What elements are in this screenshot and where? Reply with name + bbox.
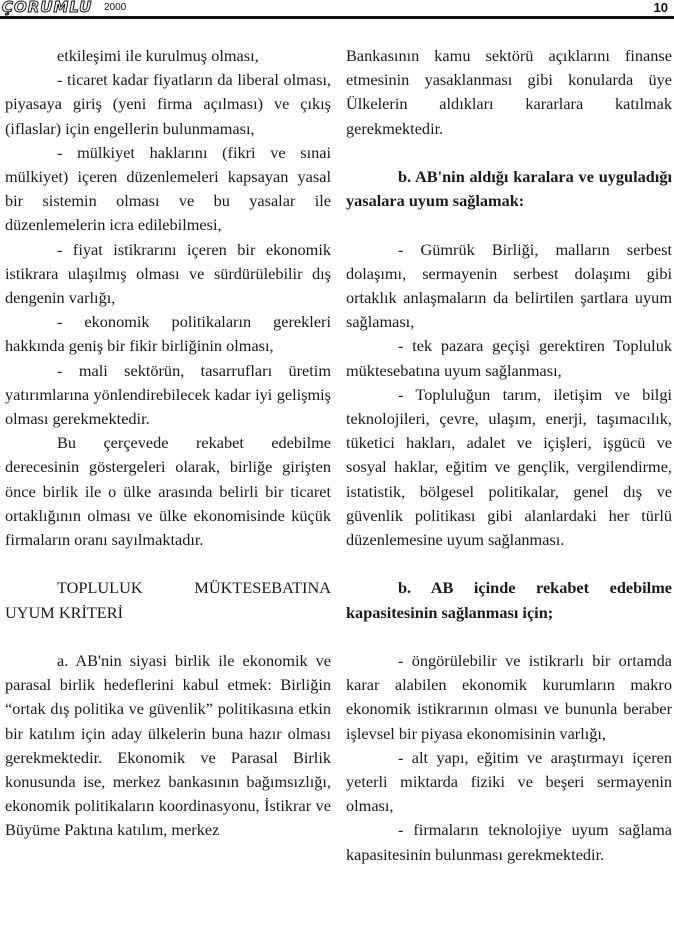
bullet-item: - ekonomik politikaların gerekleri hakkında geniş bir fikir birliğinin olması, xyxy=(5,312,331,356)
right-column xyxy=(346,44,672,867)
subsection-heading: b. AB içinde rekabet edebilme kapasitesinin sağlanması için; xyxy=(346,578,672,622)
page-header xyxy=(0,0,674,18)
bullet-item: - firmaların teknolojiye uyum sağlama kapasitesinin bulunması gerekmektedir. xyxy=(346,820,672,864)
paragraph: etkileşimi ile kurulmuş olması, xyxy=(57,46,259,65)
bullet-item: - mülkiyet haklarını (fikri ve sınai mülkiyet) içeren düzenlemeleri kapsayan yasal bir sistemin olması ve bu yasalar ile düzenlemelerin icra edilebilmesi, xyxy=(5,142,331,235)
bullet-item: - Topluluğun tarım, iletişim ve bilgi teknolojileri, çevre, ulaşım, enerji, taşımacılık, tüketici hakları, adalet ve içişleri, işgücü ve sosyal haklar, eğitim ve gençlik, vergilendirme, istatistik, bölgesel politikalar, genel dış ve güvenlik politikası gibi alanlardaki her türlü düzenlemesine uyum sağlanması. xyxy=(346,384,672,550)
publication-year: 2000 xyxy=(104,2,127,13)
bullet-item: - alt yapı, eğitim ve araştırmayı içeren yeterli miktarda fiziki ve beşeri sermayenin olması, xyxy=(346,747,672,816)
bullet-item: - öngörülebilir ve istikrarlı bir ortamda karar alabilen ekonomik kurumların makro ekonomik istikrarının olması ve bununla beraber işlevsel bir piyasa ekonomisinin varlığı, xyxy=(346,651,672,743)
paragraph: Bankasının kamu sektörü açıklarını finanse etmesinin yasaklanması gibi konularda üye Ülkelerin aldıkları kararlara katılmak gerekmektedir. xyxy=(346,46,672,138)
bullet-item: - Gümrük Birliği, malların serbest dolaşımı, sermayenin serbest dolaşımı gibi ortaklık anlaşmaların da belirtilen şartlara uyum sağlaması, xyxy=(346,239,672,332)
paragraph: a. AB'nin siyasi birlik ile ekonomik ve parasal birlik hedeflerini kabul etmek: Birliğin “ortak dış politika ve güvenlik” politikasına etkin bir katılım için aday ülkelerin buna hazır olması gerekmektedir. Ekonomik ve Parasal Birlik konusunda ise, merkez bankasının bağımsızlığı, ekonomik politikaların koordinasyonu, İstikrar ve Büyüme Paktına katılım, merkez xyxy=(5,651,331,840)
bullet-item: - mali sektörün, tasarrufları üretim yatırımlarına yönlendirebilecek kadar iyi gelişmiş olması gerekmektedir. xyxy=(5,360,331,429)
subsection-heading: b. AB'nin aldığı karalara ve uyguladığı yasalara uyum sağlamak: xyxy=(346,167,672,211)
bullet-item: - tek pazara geçişi gerektiren Topluluk müktesebatına uyum sağlanması, xyxy=(346,336,672,380)
publication-logo: ÇORUMLU xyxy=(2,0,93,16)
bullet-item: - ticaret kadar fiyatların da liberal olması, piyasaya giriş (yeni firma açılması) ve çıkış (iflaslar) için engellerin bulunmaması, xyxy=(5,70,331,138)
paragraph: Bu çerçevede rekabet edebilme derecesinin göstergeleri olarak, birliğe girişten önce birlik ile o ülke arasında belirli bir ticaret ortaklığının olması ve ülke ekonomisinde küçük firmaların oranı sayılmaktadır. xyxy=(5,433,331,550)
section-heading: TOPLULUK MÜKTESEBATINA UYUM KRİTERİ xyxy=(5,578,331,622)
left-column xyxy=(5,44,331,843)
bullet-item: - fiyat istikrarını içeren bir ekonomik istikrara ulaşılmış olması ve sürdürülebilir dış dengenin varlığı, xyxy=(5,239,331,308)
page-number: 10 xyxy=(653,0,668,15)
header-rule xyxy=(0,16,674,19)
